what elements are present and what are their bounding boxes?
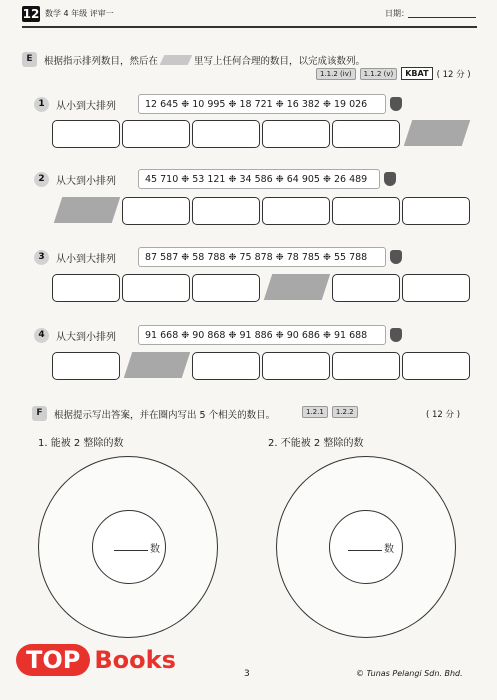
instruction-part-1: 根据指示排列数目，然后在	[44, 56, 159, 67]
answer-box[interactable]	[122, 274, 190, 302]
fill-in-parallelogram[interactable]	[124, 352, 190, 378]
question-label: 从小到大排列	[56, 254, 116, 265]
pencil-icon	[390, 328, 402, 342]
section-e-meta	[316, 67, 471, 80]
item-label: 2. 不能被 2 整除的数	[268, 438, 364, 449]
answer-box[interactable]	[332, 352, 400, 380]
section-f-instruction: 根据提示写出答案，并在圈内写出 5 个相关的数目。	[54, 410, 276, 421]
kbat-tag: KBAT	[401, 67, 432, 80]
page-number: 3	[244, 669, 250, 679]
question-number: 2	[34, 172, 49, 187]
skill-tag: 1.2.1	[302, 406, 328, 418]
answer-box[interactable]	[192, 274, 260, 302]
answer-box[interactable]	[192, 120, 260, 148]
answer-box[interactable]	[332, 274, 400, 302]
number-list: 91 668 ❉ 90 868 ❉ 91 886 ❉ 90 686 ❉ 91 688	[138, 325, 386, 345]
skill-tag: 1.1.2 (v)	[360, 68, 398, 80]
pencil-icon	[390, 250, 402, 264]
question-number: 3	[34, 250, 49, 265]
answer-box[interactable]	[262, 120, 330, 148]
answer-box[interactable]	[402, 197, 470, 225]
date-field[interactable]	[408, 17, 476, 18]
pencil-icon	[390, 97, 402, 111]
answer-box[interactable]	[262, 352, 330, 380]
answer-box[interactable]	[52, 120, 120, 148]
answer-box[interactable]	[332, 120, 400, 148]
question-label: 从大到小排列	[56, 176, 116, 187]
copyright: © Tunas Pelangi Sdn. Bhd.	[356, 669, 463, 678]
fill-in-parallelogram[interactable]	[54, 197, 120, 223]
skill-tag: 1.1.2 (iv)	[316, 68, 356, 80]
center-word: 数	[150, 544, 160, 555]
header-divider	[22, 26, 477, 28]
pencil-icon	[384, 172, 396, 186]
center-word: 数	[384, 544, 394, 555]
answer-box[interactable]	[332, 197, 400, 225]
book-logo: 12	[22, 7, 40, 21]
question-label: 从小到大排列	[56, 101, 116, 112]
parallelogram-icon	[160, 55, 193, 65]
section-f-badge: F	[32, 406, 47, 421]
answer-box[interactable]	[262, 197, 330, 225]
answer-blank[interactable]	[348, 550, 382, 551]
number-list: 12 645 ❉ 10 995 ❉ 18 721 ❉ 16 382 ❉ 19 026	[138, 94, 386, 114]
section-e-marks: ( 12 分 )	[436, 69, 471, 80]
number-list: 45 710 ❉ 53 121 ❉ 34 586 ❉ 64 905 ❉ 26 489	[138, 169, 380, 189]
fill-in-parallelogram[interactable]	[264, 274, 330, 300]
answer-box[interactable]	[122, 197, 190, 225]
skill-tag: 1.2.2	[332, 406, 358, 418]
number-list: 87 587 ❉ 58 788 ❉ 75 878 ❉ 78 785 ❉ 55 788	[138, 247, 386, 267]
answer-box[interactable]	[52, 352, 120, 380]
answer-box[interactable]	[122, 120, 190, 148]
book-title: 数学 4 年级 评审一	[45, 9, 114, 18]
answer-box[interactable]	[402, 352, 470, 380]
section-e-badge: E	[22, 52, 37, 67]
fill-in-parallelogram[interactable]	[404, 120, 470, 146]
section-e-instruction	[44, 53, 365, 67]
answer-box[interactable]	[52, 274, 120, 302]
answer-box[interactable]	[192, 197, 260, 225]
section-f-marks: ( 12 分 )	[426, 410, 461, 420]
answer-box[interactable]	[192, 352, 260, 380]
question-number: 4	[34, 328, 49, 343]
answer-blank[interactable]	[114, 550, 148, 551]
date-label: 日期：	[385, 9, 409, 18]
answer-box[interactable]	[402, 274, 470, 302]
instruction-part-2: 里写上任何合理的数目，以完成该数列。	[194, 56, 366, 67]
question-number: 1	[34, 97, 49, 112]
item-label: 1. 能被 2 整除的数	[38, 438, 124, 449]
section-f-skills	[302, 406, 358, 418]
watermark-books: Books	[94, 646, 176, 674]
watermark-logo	[16, 644, 176, 676]
question-label: 从大到小排列	[56, 332, 116, 343]
watermark-top: TOP	[16, 644, 90, 676]
